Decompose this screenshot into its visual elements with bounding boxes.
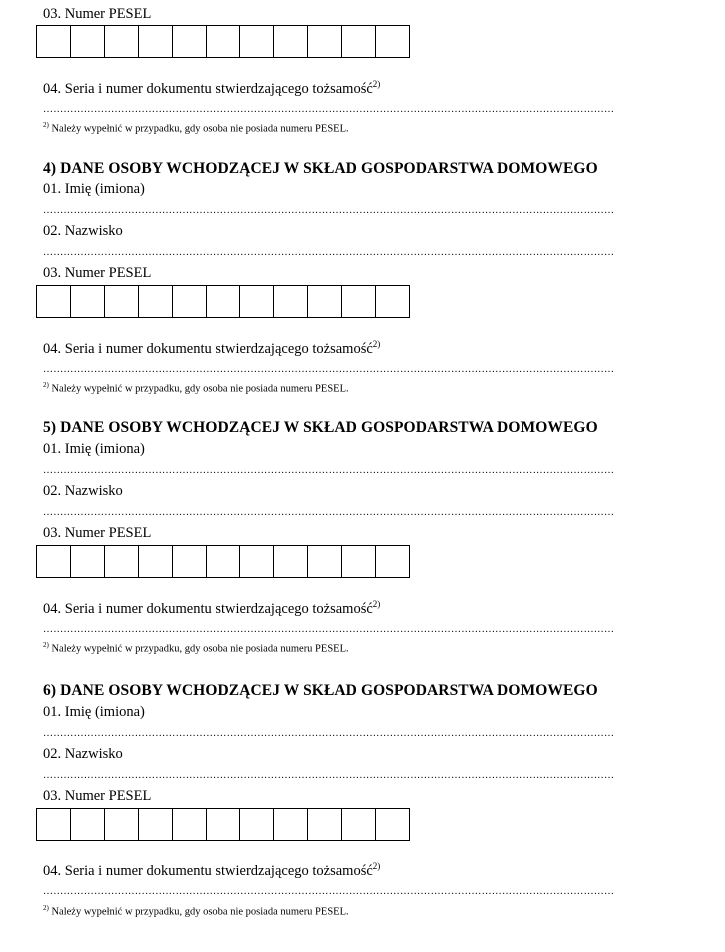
document-label: 04. Seria i numer dokumentu stwierdzającego tożsamość$^{2)}$ [43, 339, 381, 357]
pesel-digit-cell[interactable] [274, 809, 308, 840]
pesel-digit-cell[interactable] [105, 546, 139, 577]
pesel-label: 03. Numer PESEL [43, 6, 152, 22]
last-name-dotted-field[interactable]: …………………………………………………………………………………………………………………………………………………… [43, 770, 615, 781]
first-name-dotted-field[interactable]: …………………………………………………………………………………………………………………………………………………… [43, 205, 615, 216]
pesel-digit-cell[interactable] [308, 546, 342, 577]
pesel-digit-cell[interactable] [207, 26, 241, 57]
pesel-digit-cell[interactable] [105, 26, 139, 57]
pesel-digit-cell[interactable] [308, 809, 342, 840]
document-label: 04. Seria i numer dokumentu stwierdzającego tożsamość$^{2)}$ [43, 861, 381, 879]
pesel-digit-cell[interactable] [240, 546, 274, 577]
pesel-label: 03. Numer PESEL [43, 788, 152, 804]
pesel-digit-cell[interactable] [376, 26, 409, 57]
last-name-dotted-field[interactable]: …………………………………………………………………………………………………………………………………………………… [43, 507, 615, 518]
pesel-digit-cell[interactable] [71, 286, 105, 317]
last-name-label: 02. Nazwisko [43, 223, 123, 239]
pesel-digit-cell[interactable] [342, 26, 376, 57]
pesel-digit-cell[interactable] [342, 286, 376, 317]
pesel-digit-cell[interactable] [376, 286, 409, 317]
pesel-digit-cell[interactable] [139, 26, 173, 57]
pesel-input-boxes[interactable] [36, 25, 410, 58]
pesel-digit-cell[interactable] [207, 809, 241, 840]
pesel-digit-cell[interactable] [376, 809, 409, 840]
pesel-digit-cell[interactable] [308, 26, 342, 57]
document-dotted-field[interactable]: …………………………………………………………………………………………………………………………………………………… [43, 104, 615, 115]
pesel-label: 03. Numer PESEL [43, 525, 152, 541]
first-name-dotted-field[interactable]: …………………………………………………………………………………………………………………………………………………… [43, 728, 615, 739]
first-name-dotted-field[interactable]: …………………………………………………………………………………………………………………………………………………… [43, 465, 615, 476]
pesel-digit-cell[interactable] [240, 26, 274, 57]
pesel-digit-cell[interactable] [274, 286, 308, 317]
document-label: 04. Seria i numer dokumentu stwierdzającego tożsamość$^{2)}$ [43, 79, 381, 97]
document-dotted-field[interactable]: …………………………………………………………………………………………………………………………………………………… [43, 364, 615, 375]
footnote: $^{2)}$ Należy wypełnić w przypadku, gdy osoba nie posiada numeru PESEL. [43, 381, 349, 395]
pesel-digit-cell[interactable] [240, 809, 274, 840]
pesel-input-boxes[interactable] [36, 285, 410, 318]
pesel-digit-cell[interactable] [139, 286, 173, 317]
pesel-digit-cell[interactable] [139, 546, 173, 577]
pesel-label: 03. Numer PESEL [43, 265, 152, 281]
document-label: 04. Seria i numer dokumentu stwierdzającego tożsamość$^{2)}$ [43, 599, 381, 617]
section-heading: 5) DANE OSOBY WCHODZĄCEJ W SKŁAD GOSPODARSTWA DOMOWEGO [43, 419, 598, 436]
pesel-digit-cell[interactable] [376, 546, 409, 577]
pesel-digit-cell[interactable] [274, 546, 308, 577]
pesel-digit-cell[interactable] [342, 809, 376, 840]
pesel-digit-cell[interactable] [37, 26, 71, 57]
first-name-label: 01. Imię (imiona) [43, 441, 145, 457]
footnote: $^{2)}$ Należy wypełnić w przypadku, gdy osoba nie posiada numeru PESEL. [43, 641, 349, 655]
last-name-label: 02. Nazwisko [43, 483, 123, 499]
footnote: $^{2)}$ Należy wypełnić w przypadku, gdy osoba nie posiada numeru PESEL. [43, 904, 349, 918]
pesel-input-boxes[interactable] [36, 545, 410, 578]
pesel-digit-cell[interactable] [105, 809, 139, 840]
pesel-digit-cell[interactable] [71, 26, 105, 57]
pesel-digit-cell[interactable] [173, 809, 207, 840]
pesel-digit-cell[interactable] [105, 286, 139, 317]
first-name-label: 01. Imię (imiona) [43, 704, 145, 720]
section-heading: 4) DANE OSOBY WCHODZĄCEJ W SKŁAD GOSPODARSTWA DOMOWEGO [43, 160, 598, 177]
pesel-digit-cell[interactable] [207, 546, 241, 577]
first-name-label: 01. Imię (imiona) [43, 181, 145, 197]
section-heading: 6) DANE OSOBY WCHODZĄCEJ W SKŁAD GOSPODARSTWA DOMOWEGO [43, 682, 598, 699]
pesel-digit-cell[interactable] [342, 546, 376, 577]
pesel-digit-cell[interactable] [71, 809, 105, 840]
pesel-digit-cell[interactable] [173, 546, 207, 577]
pesel-digit-cell[interactable] [274, 26, 308, 57]
pesel-digit-cell[interactable] [173, 286, 207, 317]
pesel-digit-cell[interactable] [207, 286, 241, 317]
pesel-digit-cell[interactable] [240, 286, 274, 317]
pesel-digit-cell[interactable] [71, 546, 105, 577]
pesel-input-boxes[interactable] [36, 808, 410, 841]
last-name-label: 02. Nazwisko [43, 746, 123, 762]
pesel-digit-cell[interactable] [173, 26, 207, 57]
pesel-digit-cell[interactable] [37, 546, 71, 577]
footnote: $^{2)}$ Należy wypełnić w przypadku, gdy osoba nie posiada numeru PESEL. [43, 121, 349, 135]
last-name-dotted-field[interactable]: …………………………………………………………………………………………………………………………………………………… [43, 247, 615, 258]
pesel-digit-cell[interactable] [308, 286, 342, 317]
pesel-digit-cell[interactable] [139, 809, 173, 840]
document-dotted-field[interactable]: …………………………………………………………………………………………………………………………………………………… [43, 886, 615, 897]
pesel-digit-cell[interactable] [37, 286, 71, 317]
document-dotted-field[interactable]: …………………………………………………………………………………………………………………………………………………… [43, 624, 615, 635]
pesel-digit-cell[interactable] [37, 809, 71, 840]
